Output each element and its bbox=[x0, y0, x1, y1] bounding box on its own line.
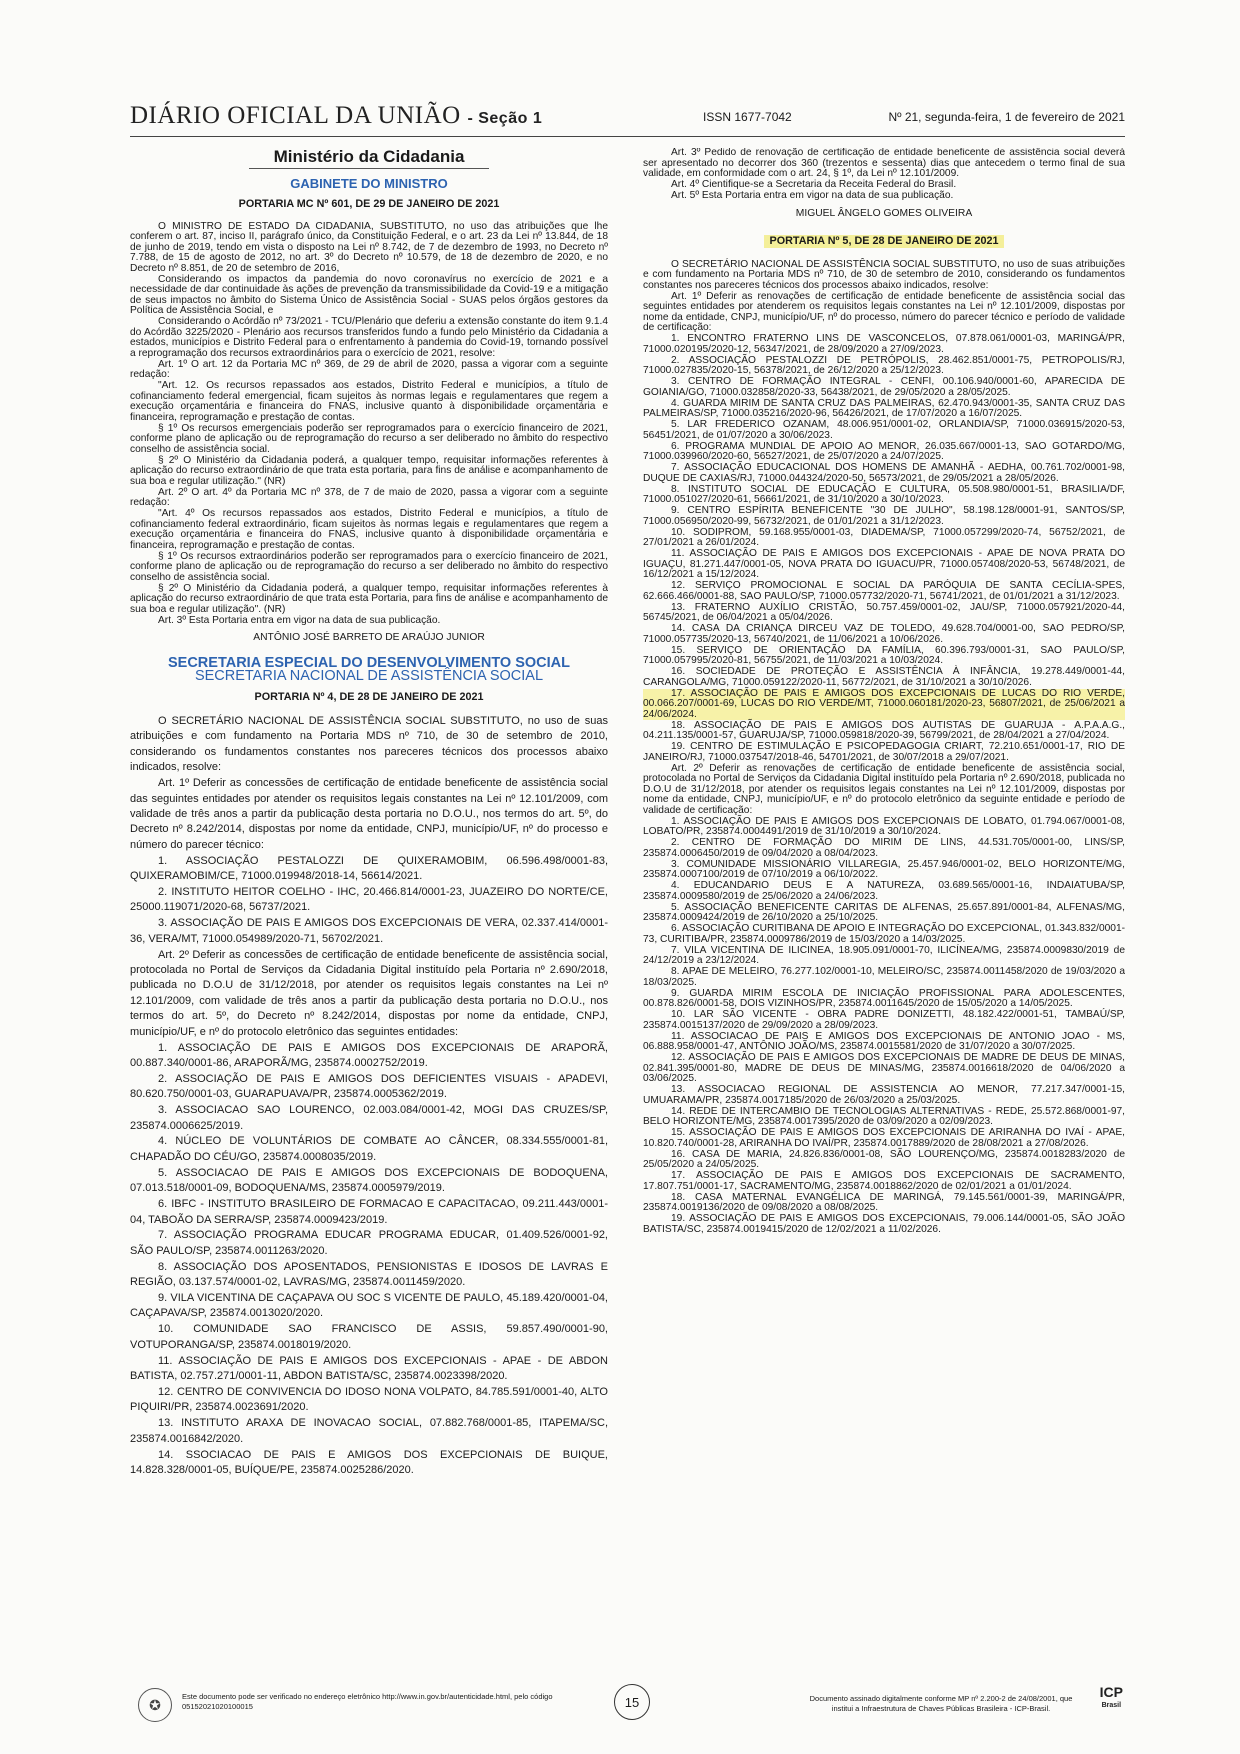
list-item: 4. EDUCANDARIO DEUS E A NATUREZA, 03.689.565/0001-16, INDAIATUBA/SP, 235874.0009580/2019 de 25/06/2020 a 24/06/2023. bbox=[643, 880, 1125, 902]
portaria-4-closing bbox=[643, 148, 1125, 202]
coat-of-arms-icon: ✪ bbox=[138, 1688, 172, 1722]
signature-4: MIGUEL ÂNGELO GOMES OLIVEIRA bbox=[795, 207, 973, 219]
paragraph: § 1º Os recursos emergenciais poderão ser reprogramados para o exercício financeiro de 2021, conforme plano de aplicação ou de reprogramação do recurso a ser deliberado no âmbito do respectivo conselho de assistência social. bbox=[130, 422, 608, 455]
list-item: 2. INSTITUTO HEITOR COELHO - IHC, 20.466.814/0001-23, JUAZEIRO DO NORTE/CE, 25000.119071/2020-68, 56737/2021. bbox=[130, 885, 608, 914]
portaria-5-body bbox=[643, 260, 1125, 1236]
list-item: 5. LAR FREDERICO OZANAM, 48.006.951/0001-02, ORLANDIA/SP, 71000.036915/2020-53, 56451/2021, de 01/07/2020 a 30/06/2023. bbox=[643, 419, 1125, 441]
list-item: 12. SERVIÇO PROMOCIONAL E SOCIAL DA PARÓQUIA DE SANTA CECÍLIA-SPES, 62.666.466/0001-88, SAO PAULO/SP, 71000.057732/2020-71, 56741/2021, de 01/01/2021 a 31/12/2023. bbox=[643, 580, 1125, 602]
list-item: 8. ASSOCIAÇÃO DOS APOSENTADOS, PENSIONISTAS E IDOSOS DE LAVRAS E REGIÃO, 03.137.574/0001-02, LAVRAS/MG, 235874.0011459/2020. bbox=[130, 1260, 608, 1289]
signature-note: Documento assinado digitalmente conforme MP nº 2.200-2 de 24/08/2001, que institui a Infraestrutura de Chaves Públicas Brasileira - ICP-Brasil. bbox=[809, 1694, 1073, 1713]
page-footer bbox=[130, 1684, 1125, 1734]
list-item: 3. ASSOCIACAO SAO LOURENCO, 02.003.084/0001-42, MOGI DAS CRUZES/SP, 235874.0006625/2019. bbox=[130, 1104, 608, 1132]
left-column bbox=[130, 148, 608, 1678]
list-item: 13. ASSOCIACAO REGIONAL DE ASSISTENCIA AO MENOR, 77.217.347/0001-15, UMUARAMA/PR, 235874.0017185/2020 de 26/03/2020 a 25/03/2025. bbox=[643, 1084, 1125, 1106]
list-item: 9. VILA VICENTINA DE CAÇAPAVA OU SOC S VICENTE DE PAULO, 45.189.420/0001-04, CAÇAPAVA/SP, 235874.0013020/2020. bbox=[130, 1292, 608, 1320]
highlighted-list-item: 17. ASSOCIAÇÃO DE PAIS E AMIGOS DOS EXCEPCIONAIS DE LUCAS DO RIO VERDE, 00.066.207/0001-69, LUCAS DO RIO VERDE/MT, 71000.060181/2020-23, 56807/2021, de 25/06/2021 a 24/06/2024. bbox=[643, 687, 1125, 720]
signature-601: ANTÔNIO JOSÉ BARRETO DE ARAÚJO JUNIOR bbox=[253, 632, 485, 643]
paragraph: Art. 2º O art. 4º da Portaria MC nº 378, de 7 de maio de 2020, passa a vigorar com a seguinte redação: bbox=[130, 486, 608, 508]
journal-name: DIÁRIO OFICIAL DA UNIÃO bbox=[130, 102, 461, 129]
gabinete-heading: GABINETE DO MINISTRO bbox=[290, 175, 448, 191]
list-item: 12. CENTRO DE CONVIVENCIA DO IDOSO NONA VOLPATO, 84.785.591/0001-40, ALTO PIQUIRI/PR, 235874.0023691/2020. bbox=[130, 1385, 608, 1414]
list-item: 14. SSOCIACAO DE PAIS E AMIGOS DOS EXCEPCIONAIS DE BUIQUE, 14.828.328/0001-05, BUÍQUE/PE, 235874.0025286/2020. bbox=[130, 1448, 608, 1476]
list-item: 1. ASSOCIAÇÃO PESTALOZZI DE QUIXERAMOBIM, 06.596.498/0001-83, QUIXERAMOBIM/CE, 71000.019948/2018-14, 56614/2021. bbox=[130, 854, 608, 883]
paragraph: Art. 5º Esta Portaria entra em vigor na data de sua publicação. bbox=[671, 190, 954, 201]
list-item: 18. CASA MATERNAL EVANGÉLICA DE MARINGÁ, 79.145.561/0001-39, MARINGÁ/PR, 235874.0019136/2020 de 09/08/2020 a 08/08/2025. bbox=[643, 1191, 1125, 1213]
list-item: 19. CENTRO DE ESTIMULAÇÃO E PSICOPEDAGOGIA CRIART, 72.210.651/0001-17, RIO DE JANEIRO/RJ, 71000.037547/2018-46, 54701/2021, de 30/07/2018 a 29/07/2021. bbox=[643, 741, 1125, 763]
list-item: 14. REDE DE INTERCAMBIO DE TECNOLOGIAS ALTERNATIVAS - REDE, 25.572.868/0001-97, BELO HORIZONTE/MG, 235874.0017395/2020 de 03/09/2020 a 02/09/2023. bbox=[643, 1105, 1125, 1127]
list-item: 15. SERVIÇO DE ORIENTAÇÃO DA FAMÍLIA, 60.396.793/0001-31, SAO PAULO/SP, 71000.057995/2020-81, 56755/2021, de 11/03/2021 a 10/03/2024. bbox=[643, 644, 1125, 666]
verification-note: Este documento pode ser verificado no endereço eletrônico http://www.in.gov.br/autenticidade.html, pelo código 05152021020100015 bbox=[182, 1692, 553, 1711]
paragraph: Art. 3º Pedido de renovação de certificação de entidade beneficente de assistência social deverá ser apresentado no decorrer dos 360 (trezentos e sessenta) dias que antecedem o termo final de sua validade, em conformidade com o art. 24, § 1º, da Lei nº 12.101/2009. bbox=[643, 148, 1125, 179]
secretaria-nacional-heading: SECRETARIA NACIONAL DE ASSISTÊNCIA SOCIAL bbox=[194, 668, 544, 684]
list-item: 6. PROGRAMA MUNDIAL DE APOIO AO MENOR, 26.035.667/0001-13, SAO GOTARDO/MG, 71000.039960/2020-60, 56527/2021, de 25/07/2020 a 24/07/2025. bbox=[643, 440, 1125, 462]
list-item: 11. ASSOCIAÇÃO DE PAIS E AMIGOS DOS EXCEPCIONAIS - APAE DE NOVA PRATA DO IGUAÇU, 81.271.447/0001-05, NOVA PRATA DO IGUACU/PR, 71000.057408/2020-53, 56748/2021, de 16/12/2021 a 15/12/2024. bbox=[643, 548, 1125, 580]
page-header bbox=[130, 102, 1125, 137]
list-item: 11. ASSOCIAÇÃO DE PAIS E AMIGOS DOS EXCEPCIONAIS - APAE - DE ABDON BATISTA, 02.757.271/0001-11, ABDON BATISTA/SC, 235874.0023398/2020. bbox=[130, 1354, 608, 1383]
ministry-title: Ministério da Cidadania bbox=[249, 148, 489, 169]
list-item: 10. COMUNIDADE SAO FRANCISCO DE ASSIS, 59.857.490/0001-90, VOTUPORANGA/SP, 235874.0018019/2020. bbox=[130, 1323, 608, 1351]
list-item: 7. ASSOCIAÇÃO EDUCACIONAL DOS HOMENS DE AMANHÃ - AEDHA, 00.761.702/0001-98, DUQUE DE CAXIAS/RJ, 71000.044324/2020-50, 56573/2021, de 29/05/2021 a 28/05/2026. bbox=[643, 462, 1125, 484]
list-item: 17. ASSOCIAÇÃO DE PAIS E AMIGOS DOS EXCEPCIONAIS DE SACRAMENTO, 17.807.751/0001-17, SACRAMENTO/MG, 235874.0018862/2020 de 02/01/2021 a 01/01/2024. bbox=[643, 1170, 1125, 1192]
list-item: 13. FRATERNO AUXÍLIO CRISTÃO, 50.757.459/0001-02, JAU/SP, 71000.057921/2020-44, 56745/2021, de 06/04/2021 a 05/04/2026. bbox=[643, 601, 1125, 623]
right-column bbox=[643, 148, 1125, 1678]
paragraph: Art. 2º Deferir as renovações de certificação de entidade beneficente de assistência social, protocolada no Portal de Serviços da Cidadania Digital instituído pela Portaria nº 2.690/2018, publicada no D.O.U de 31/12/2018, por atender os requisitos legais constantes na Lei nº 12.101/2009, dispostas por nome da entidade, CNPJ, município/UF, e nº do protocolo eletrônico da seguinte entidade e período de validade de certificação: bbox=[643, 762, 1125, 816]
journal-title bbox=[130, 102, 542, 130]
paragraph: O SECRETÁRIO NACIONAL DE ASSISTÊNCIA SOCIAL SUBSTITUTO, no uso de suas atribuições e com fundamento na Portaria MDS nº 710, de 30 de setembro de 2010, considerando os fundamentos constantes nos pareceres técnicos dos processos abaixo indicados, resolve: bbox=[643, 258, 1125, 291]
paragraph: Art. 2º Deferir as concessões de certificação de entidade beneficente de assistência social, protocolada no Portal de Serviços da Cidadania Digital instituído pela Portaria nº 2.690/2018, publicada no D.O.U de 31/12/2018, por atender os requisitos legais constantes na Lei nº 12.101/2009, com validade de três anos a partir da publicação desta portaria no D.O.U., nos termos do art. 5º, do Decreto nº 8.242/2014, dispostas por nome da entidade, CNPJ, município/UF, e nº do protocolo eletrônico das seguintes entidades: bbox=[130, 948, 608, 1038]
icp-logo-text: ICP bbox=[1099, 1684, 1123, 1700]
paragraph: § 2º O Ministério da Cidadania poderá, a qualquer tempo, requisitar informações referentes à aplicação do recurso extraordinário de que trata esta portaria, para fins de análise e acompanhamento de sua boa e regular utilização." (NR) bbox=[130, 454, 608, 487]
paragraph: Art. 4º Cientifique-se a Secretaria da Receita Federal do Brasil. bbox=[671, 179, 957, 190]
list-item: 14. CASA DA CRIANÇA DIRCEU VAZ DE TOLEDO, 49.628.704/0001-00, SAO PEDRO/SP, 71000.057735/2020-13, 56740/2021, de 11/06/2021 a 10/06/2026. bbox=[643, 623, 1125, 645]
list-item: 3. ASSOCIAÇÃO DE PAIS E AMIGOS DOS EXCEPCIONAIS DE VERA, 02.337.414/0001-36, VERA/MT, 71000.054989/2020-71, 56702/2021. bbox=[130, 917, 608, 945]
secretaria-especial-heading: SECRETARIA ESPECIAL DO DESENVOLVIMENTO SOCIAL bbox=[167, 654, 571, 671]
list-item: 10. SODIPROM, 59.168.955/0001-03, DIADEMA/SP, 71000.057299/2020-74, 56752/2021, de 27/01/2021 a 26/01/2024. bbox=[643, 526, 1125, 548]
list-item: 8. INSTITUTO SOCIAL DE EDUCAÇÃO E CULTURA, 05.508.980/0001-51, BRASILIA/DF, 71000.051027/2020-61, 56661/2021, de 31/10/2020 a 30/10/2023. bbox=[643, 483, 1125, 505]
portaria-4-body bbox=[130, 714, 608, 1478]
journal-section: - Seção 1 bbox=[467, 110, 543, 127]
portaria-601-title: PORTARIA MC Nº 601, DE 29 DE JANEIRO DE 2021 bbox=[238, 198, 500, 210]
list-item: 9. CENTRO ESPÍRITA BENEFICENTE "30 DE JULHO", 58.198.128/0001-91, SANTOS/SP, 71000.056950/2020-99, 56732/2021, de 01/01/2021 a 31/12/2023. bbox=[643, 505, 1125, 527]
list-item: 11. ASSOCIACAO DE PAIS E AMIGOS DOS EXCEPCIONAIS DE ANTONIO JOAO - MS, 06.888.958/0001-47, ANTÔNIO JOÃO/MS, 235874.0015581/2020 de 31/07/2020 a 30/07/2025. bbox=[643, 1030, 1125, 1052]
list-item: 7. VILA VICENTINA DE ILICINEA, 18.905.091/0001-70, ILICÍNEA/MG, 235874.0009830/2019 de 24/12/2019 a 23/12/2024. bbox=[643, 944, 1125, 966]
paragraph: § 2º O Ministério da Cidadania poderá, a qualquer tempo, requisitar informações referentes à aplicação do recurso extraordinário de que trata esta Portaria, para fins de análise e acompanhamento de sua boa e regular utilização". (NR) bbox=[130, 582, 608, 615]
list-item: 6. ASSOCIAÇÃO CURITIBANA DE APOIO E INTEGRAÇÃO DO EXCEPCIONAL, 01.343.832/0001-73, CURITIBA/PR, 235874.0009786/2019 de 15/03/2020 a 14/03/2025. bbox=[643, 923, 1125, 945]
edition-date: Nº 21, segunda-feira, 1 de fevereiro de 2021 bbox=[888, 110, 1125, 124]
list-item: 1. ENCONTRO FRATERNO LINS DE VASCONCELOS, 07.878.061/0001-03, MARINGÁ/PR, 71000.020195/2020-12, 56347/2021, de 28/09/2020 a 27/09/2023. bbox=[643, 333, 1125, 355]
portaria-4-title: PORTARIA Nº 4, DE 28 DE JANEIRO DE 2021 bbox=[254, 690, 484, 703]
icp-logo-subtext: Brasil bbox=[1101, 1702, 1122, 1709]
list-item: 2. ASSOCIAÇÃO PESTALOZZI DE PETRÓPOLIS, 28.462.851/0001-75, PETROPOLIS/RJ, 71000.027835/2020-15, 56378/2021, de 26/12/2020 a 25/12/2023. bbox=[643, 354, 1125, 376]
list-item: 8. APAE DE MELEIRO, 76.277.102/0001-10, MELEIRO/SC, 235874.0011458/2020 de 19/03/2020 a 18/03/2025. bbox=[643, 966, 1125, 988]
paragraph: "Art. 12. Os recursos repassados aos estados, Distrito Federal e municípios, a título de cofinanciamento federal emergencial, ficam sujeitos às normas legais e regulamentares que regem a execução orçamentária e financeira do FNAS, inclusive quanto à disponibilidade orçamentária e financeira, reprogramação e prestação de contas. bbox=[130, 380, 608, 423]
page-number: 15 bbox=[614, 1684, 650, 1720]
list-item: 19. ASSOCIAÇÃO DE PAIS E AMIGOS DOS EXCEPCIONAIS, 79.006.144/0001-05, SÃO JOÃO BATISTA/SC, 235874.0019415/2020 de 12/02/2021 a 11/02/2026. bbox=[643, 1213, 1125, 1235]
list-item: 4. NÚCLEO DE VOLUNTÁRIOS DE COMBATE AO CÂNCER, 08.334.555/0001-81, CHAPADÃO DO CÉU/GO, 235874.0008035/2019. bbox=[130, 1135, 608, 1163]
list-item: 6. IBFC - INSTITUTO BRASILEIRO DE FORMACAO E CAPACITACAO, 09.211.443/0001-04, TABOÃO DA SERRA/SP, 235874.0009423/2019. bbox=[130, 1198, 608, 1226]
paragraph: Art. 1º Deferir as renovações de certificação de entidade beneficente de assistência social das seguintes entidades por atenderem os requisitos legais constantes na Lei nº 12.101/2009, dispostas por nome da entidade, CNPJ, município/UF, nº do processo, número do parecer técnico e período de validade de certificação: bbox=[643, 290, 1125, 333]
list-item: 5. ASSOCIAÇÃO BENEFICENTE CARITAS DE ALFENAS, 25.657.891/0001-84, ALFENAS/MG, 235874.0009424/2019 de 26/10/2020 a 25/10/2025. bbox=[643, 901, 1125, 923]
list-item: 18. ASSOCIAÇÃO DE PAIS E AMIGOS DOS AUTISTAS DE GUARUJA - A.P.A.A.G., 04.211.135/0001-57, GUARUJA/SP, 71000.059818/2020-39, 56799/2021, de 28/04/2021 a 27/04/2024. bbox=[643, 719, 1125, 741]
paragraph: Art. 3º Esta Portaria entra em vigor na data de sua publicação. bbox=[158, 614, 441, 626]
list-item: 1. ASSOCIAÇÃO DE PAIS E AMIGOS DOS EXCEPCIONAIS DE LOBATO, 01.794.067/0001-08, LOBATO/PR, 235874.0004491/2019 de 31/10/2019 a 30/10/2024. bbox=[643, 815, 1125, 837]
issn: ISSN 1677-7042 bbox=[703, 110, 792, 124]
list-item: 7. ASSOCIAÇÃO PROGRAMA EDUCAR PROGRAMA EDUCAR, 01.409.526/0001-92, SÃO PAULO/SP, 235874.0011263/2020. bbox=[130, 1229, 608, 1257]
list-item: 4. GUARDA MIRIM DE SANTA CRUZ DAS PALMEIRAS, 62.470.943/0001-35, SANTA CRUZ DAS PALMEIRAS/SP, 71000.035216/2020-96, 56426/2021, de 17/07/2020 a 16/07/2025. bbox=[643, 397, 1125, 419]
paragraph: O SECRETÁRIO NACIONAL DE ASSISTÊNCIA SOCIAL SUBSTITUTO, no uso de suas atribuições e com fundamento na Portaria MDS nº 710, de 30 de setembro de 2010, considerando os fundamentos constantes nos pareceres técnicos dos processos abaixo indicados, resolve: bbox=[130, 715, 608, 774]
paragraph: O MINISTRO DE ESTADO DA CIDADANIA, SUBSTITUTO, no uso das atribuições que lhe conferem o art. 87, inciso II, parágrafo único, da Constituição Federal, e o art. 23 da Lei nº 13.844, de 18 de junho de 2019, tendo em vista o disposto na Lei nº 8.742, de 7 de dezembro de 1993, no Decreto nº 7.788, de 15 de agosto de 2012, no art. 3º do Decreto nº 10.579, de 18 de dezembro de 2020, e no Decreto nº 8.851, de 20 de setembro de 2016, bbox=[130, 220, 608, 274]
list-item: 1. ASSOCIAÇÃO DE PAIS E AMIGOS DOS EXCEPCIONAIS DE ARAPORÃ, 00.887.340/0001-86, ARAPORÃ/MG, 235874.0002752/2019. bbox=[130, 1041, 608, 1069]
list-item: 10. LAR SÃO VICENTE - OBRA PADRE DONIZETTI, 48.182.422/0001-51, TAMBAÚ/SP, 235874.0015137/2020 de 29/09/2020 a 28/09/2023. bbox=[643, 1009, 1125, 1031]
list-item: 16. CASA DE MARIA, 24.826.836/0001-08, SÃO LOURENÇO/MG, 235874.0018283/2020 de 25/05/2020 a 24/05/2025. bbox=[643, 1148, 1125, 1170]
portaria-5-title: PORTARIA Nº 5, DE 28 DE JANEIRO DE 2021 bbox=[764, 235, 1005, 248]
list-item: 2. CENTRO DE FORMAÇÃO DO MIRIM DE LINS, 44.531.705/0001-00, LINS/SP, 235874.0006450/2019 de 09/04/2020 a 08/04/2023. bbox=[643, 837, 1125, 859]
list-item: 3. COMUNIDADE MISSIONÁRIO VILLAREGIA, 25.457.946/0001-02, BELO HORIZONTE/MG, 235874.0007100/2019 de 07/10/2019 a 06/10/2022. bbox=[643, 858, 1125, 880]
list-item: 3. CENTRO DE FORMAÇÃO INTEGRAL - CENFI, 00.106.940/0001-60, APARECIDA DE GOIANIA/GO, 71000.032858/2020-33, 56438/2021, de 29/05/2020 a 28/05/2025. bbox=[643, 376, 1125, 398]
list-item: 12. ASSOCIAÇÃO DE PAIS E AMIGOS DOS EXCEPCIONAIS DE MADRE DE DEUS DE MINAS, 02.841.395/0001-80, MADRE DE DEUS DE MINAS/MG, 235874.0016618/2020 de 04/06/2020 a 03/06/2025. bbox=[643, 1052, 1125, 1084]
list-item: 2. ASSOCIAÇÃO DE PAIS E AMIGOS DOS DEFICIENTES VISUAIS - APADEVI, 80.620.750/0001-03, GUARAPUAVA/PR, 235874.0005362/2019. bbox=[130, 1072, 608, 1101]
list-item: 9. GUARDA MIRIM ESCOLA DE INICIAÇÃO PROFISSIONAL PARA ADOLESCENTES, 00.878.826/0001-58, DOIS VIZINHOS/PR, 235874.0011645/2020 de 15/05/2020 a 14/05/2025. bbox=[643, 987, 1125, 1009]
icp-brasil-logo bbox=[1100, 1686, 1123, 1712]
paragraph: "Art. 4º Os recursos repassados aos estados, Distrito Federal e municípios, a título de cofinanciamento federal extraordinário, ficam sujeitos às normas legais e regulamentares que regem a execução orçamentária e financeira do FNAS, inclusive quanto à disponibilidade orçamentária e financeira, reprogramação e prestação de contas. bbox=[130, 508, 608, 551]
paragraph: Art. 1º O art. 12 da Portaria MC nº 369, de 29 de abril de 2020, passa a vigorar com a seguinte redação: bbox=[130, 358, 608, 380]
paragraph: Considerando o Acórdão nº 73/2021 - TCU/Plenário que deferiu a extensão constante do item 9.1.4 do Acórdão 3225/2020 - Plenário aos recursos transferidos fundo a fundo pelo Ministério da Cidadania a estados, municípios e Distrito Federal para o enfrentamento à pandemia do Covid-19, tornando possível a reprogramação dos recursos extraordinários para o exercício de 2021, resolve: bbox=[130, 316, 608, 359]
list-item: 16. SOCIEDADE DE PROTEÇÃO E ASSISTÊNCIA À INFÂNCIA, 19.278.449/0001-44, CARANGOLA/MG, 71000.059122/2020-11, 56772/2021, de 31/10/2021 a 30/10/2026. bbox=[643, 666, 1125, 688]
list-item: 15. ASSOCIAÇÃO DE PAIS E AMIGOS DOS EXCEPCIONAIS DE ARIRANHA DO IVAÍ - APAE, 10.820.740/0001-28, ARIRANHA DO IVAÍ/PR, 235874.0017889/2020 de 28/08/2021 a 27/08/2026. bbox=[643, 1127, 1125, 1149]
portaria-601-body bbox=[130, 222, 608, 627]
list-item: 13. INSTITUTO ARAXA DE INOVACAO SOCIAL, 07.882.768/0001-85, ITAPEMA/SC, 235874.0016842/2020. bbox=[130, 1417, 608, 1445]
paragraph: § 1º Os recursos extraordinários poderão ser reprogramados para o exercício financeiro de 2021, conforme plano de aplicação ou de reprogramação do recurso a ser deliberado no âmbito do respectivo conselho de assistência social. bbox=[130, 550, 608, 583]
paragraph: Art. 1º Deferir as concessões de certificação de entidade beneficente de assistência social das seguintes entidades por atender os requisitos legais constantes na Lei nº 12.101/2009, com validade de três anos a partir da publicação desta portaria no D.O.U., nos termos do art. 5º, do Decreto nº 8.242/2014, dispostas por nome da entidade, CNPJ, município/UF, nº do processo e número do parecer técnico: bbox=[130, 777, 608, 851]
paragraph: Considerando os impactos da pandemia do novo coronavírus no exercício de 2021 e a necessidade de dar continuidade às ações de prevenção da transmissibilidade da Covid-19 e a mitigação de seus impactos no âmbito do Sistema Único de Assistência Social - SUAS pelos órgãos gestores da Política de Assistência Social, e bbox=[130, 273, 608, 316]
list-item: 5. ASSOCIACAO DE PAIS E AMIGOS DOS EXCEPCIONAIS DE BODOQUENA, 07.013.518/0001-09, BODOQUENA/MS, 235874.0005979/2019. bbox=[130, 1166, 608, 1195]
